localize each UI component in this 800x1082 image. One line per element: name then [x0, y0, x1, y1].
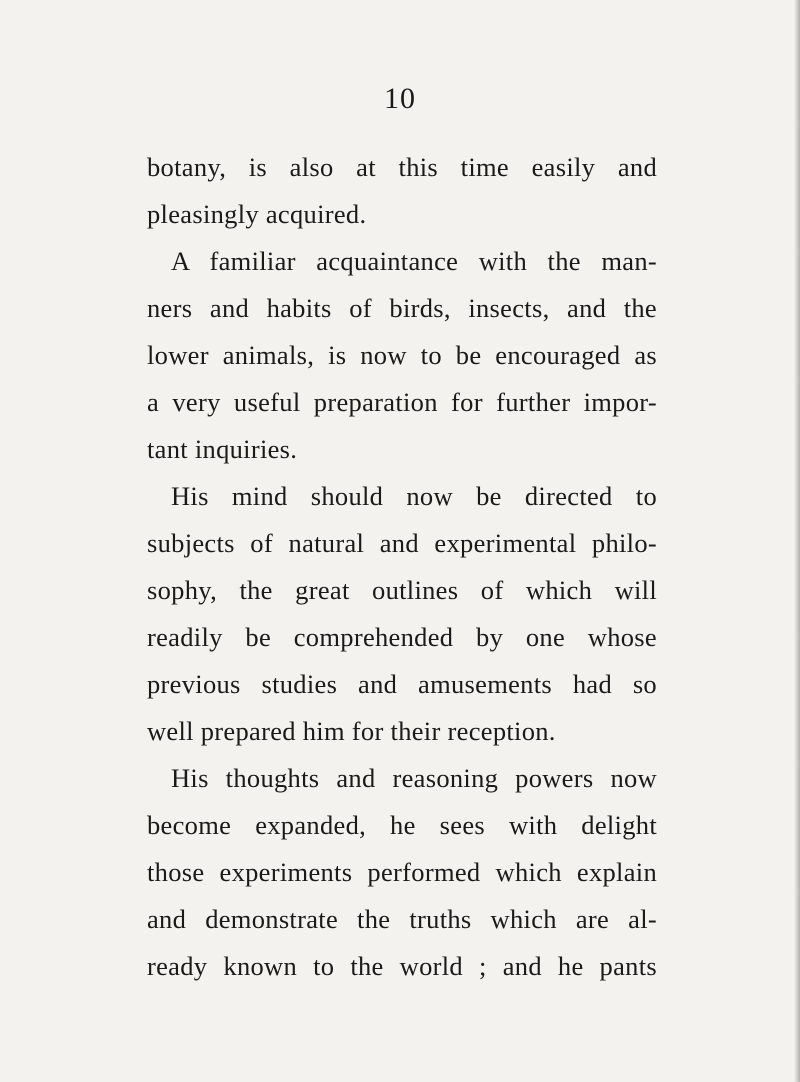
text-line: A familiar acquaintance with the man-: [171, 246, 657, 276]
text-line: His thoughts and reasoning powers now: [171, 763, 657, 793]
body-text: [147, 144, 657, 990]
text-line: botany, is also at this time easily and: [147, 152, 657, 182]
text-line: ready known to the world ; and he pants: [147, 951, 657, 981]
text-line: tant inquiries.: [147, 434, 298, 464]
text-line: become expanded, he sees with delight: [147, 810, 657, 840]
text-line: and demonstrate the truths which are al-: [147, 904, 657, 934]
page-number: 10: [384, 82, 416, 115]
text-line: His mind should now be directed to: [171, 481, 657, 511]
text-line: readily be comprehended by one whose: [147, 622, 657, 652]
text-line: pleasingly acquired.: [147, 199, 367, 229]
text-line: lower animals, is now to be encouraged as: [147, 340, 657, 370]
text-line: a very useful preparation for further impor-: [147, 387, 657, 417]
text-line: well prepared him for their reception.: [147, 716, 556, 746]
text-line: subjects of natural and experimental philo-: [147, 528, 657, 558]
page-edge-shadow: [794, 0, 800, 1082]
text-line: those experiments performed which explain: [147, 857, 657, 887]
text-line: sophy, the great outlines of which will: [147, 575, 657, 605]
text-line: previous studies and amusements had so: [147, 669, 657, 699]
text-line: ners and habits of birds, insects, and the: [147, 293, 657, 323]
